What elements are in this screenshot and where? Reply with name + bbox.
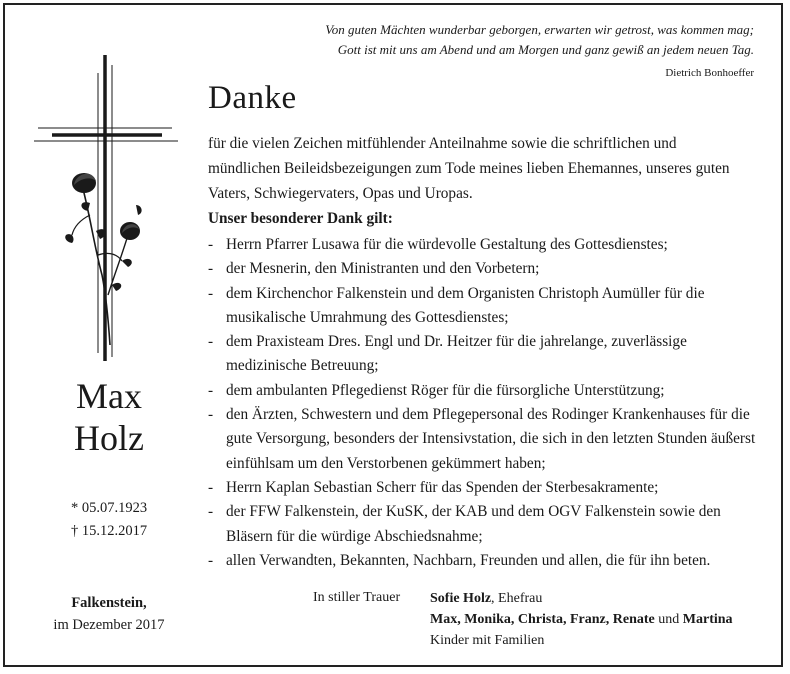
children-suffix: Kinder mit Familien (430, 633, 545, 648)
motto-line-2: Gott ist mit uns am Abend und am Morgen und ganz gewiß an jedem neuen Tag. (337, 42, 754, 57)
list-item: - allen Verwandten, Bekannten, Nachbarn, Freunden und allen, die für ihn beten. (208, 549, 758, 573)
list-item: - dem Praxisteam Dres. Engl und Dr. Heitzer für die jahrelange, zuverlässige medizinische Betreuung; (208, 330, 758, 379)
deceased-first-name: Max (76, 376, 142, 416)
mourning-label: In stiller Trauer (313, 590, 401, 605)
birth-date: * 05.07.1923 (70, 500, 148, 516)
children-line (430, 609, 733, 630)
place-date: im Dezember 2017 (53, 617, 165, 633)
page-title: Danke (208, 80, 297, 116)
widow-name: Sofie Holz (430, 591, 492, 606)
thanks-list (208, 233, 758, 573)
life-dates (30, 497, 188, 543)
list-item: - der FFW Falkenstein, der KuSK, der KAB und dem OGV Falkenstein sowie den Bläsern für die würdige Abschiedsnahme; (208, 500, 758, 549)
children-and: und (654, 612, 683, 627)
cross-with-roses-icon (32, 55, 182, 365)
deceased-name (30, 375, 188, 459)
list-item: - dem Kirchenchor Falkenstein und dem Organisten Christoph Aumüller für die musikalische Umrahmung des Gottesdienstes; (208, 282, 758, 331)
list-item: - Herrn Kaplan Sebastian Scherr für das Spenden der Sterbesakramente; (208, 476, 758, 500)
list-item: - der Mesnerin, den Ministranten und den Vorbetern; (208, 257, 758, 281)
thanks-heading: Unser besonderer Dank gilt: (208, 210, 393, 227)
motto-author: Dietrich Bonhoeffer (665, 67, 754, 79)
mourners-block (430, 588, 733, 651)
place-and-date (30, 592, 188, 636)
motto-line-1: Von guten Mächten wunderbar geborgen, erwarten wir getrost, was kommen mag; (325, 22, 754, 37)
intro-text: für die vielen Zeichen mitfühlender Anteilnahme sowie die schriftlichen und mündlichen Beileidsbezeigungen zum Tode meines lieben Ehemannes, unseres guten Vaters, Schwiegervaters, Opas und Uropas. (208, 135, 730, 202)
list-item: - dem ambulanten Pflegedienst Röger für die fürsorgliche Unterstützung; (208, 379, 758, 403)
list-item: - den Ärzten, Schwestern und dem Pflegepersonal des Rodinger Krankenhauses für die gute Versorgung, besonders der Intensivstation, die sich in den letzten Stunden äußerst einfühlsam um den Verstorbenen gekümmert haben; (208, 403, 758, 476)
place-town: Falkenstein, (71, 595, 147, 611)
widow-relation: , Ehefrau (491, 591, 543, 606)
widow-line (430, 588, 733, 609)
death-date: † 15.12.2017 (70, 523, 148, 539)
motto-quote (234, 20, 754, 60)
children-names: Max, Monika, Christa, Franz, Renate (430, 612, 655, 627)
list-item: - Herrn Pfarrer Lusawa für die würdevolle Gestaltung des Gottesdienstes; (208, 233, 758, 257)
children-last: Martina (682, 612, 733, 627)
deceased-last-name: Holz (74, 418, 144, 458)
